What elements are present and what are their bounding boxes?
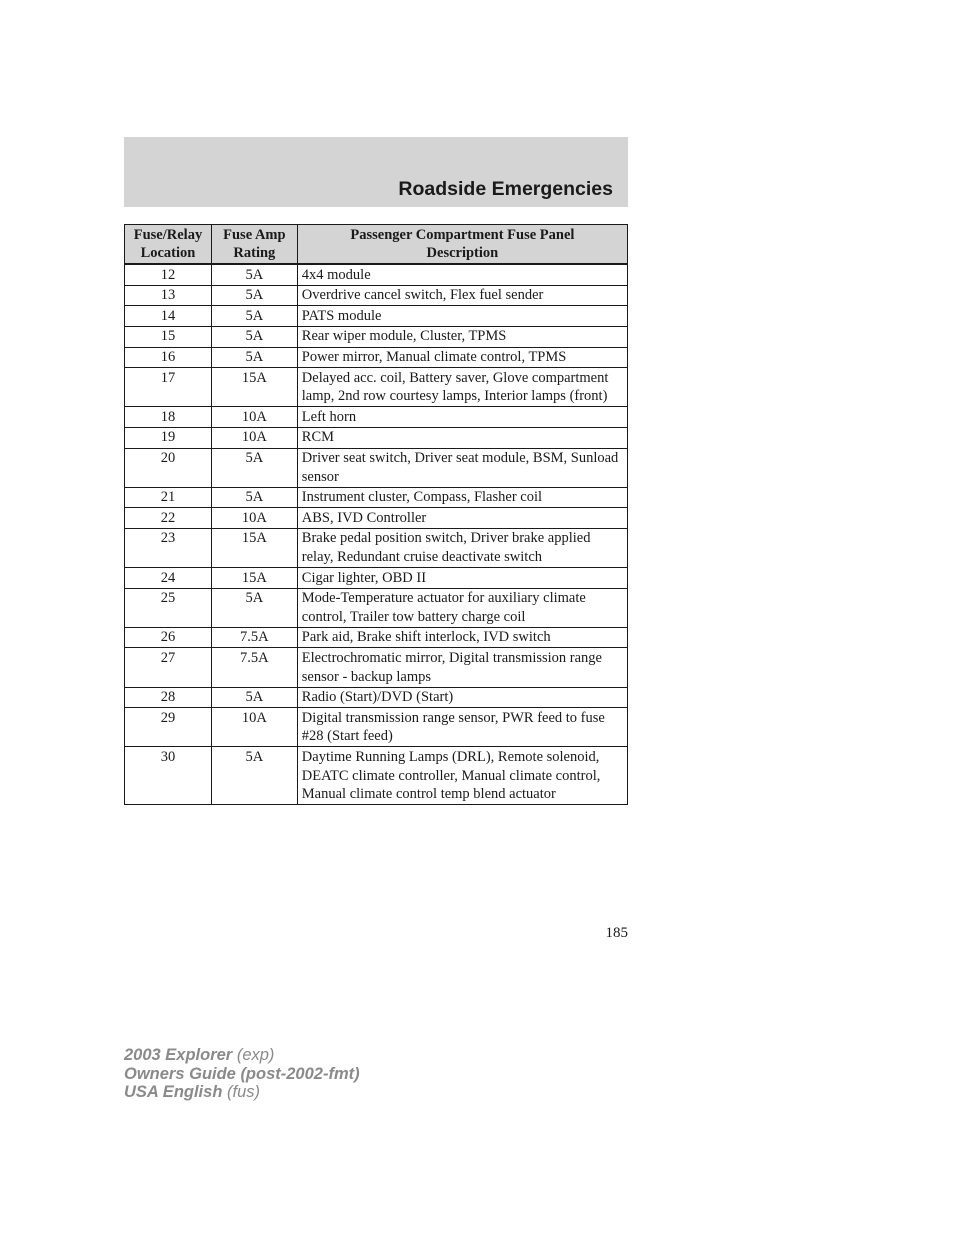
fuse-location-cell: 22 bbox=[125, 508, 212, 529]
column-header-rating-line1: Fuse Amp bbox=[223, 226, 286, 243]
fuse-location-cell: 29 bbox=[125, 708, 212, 747]
fuse-description-cell: Daytime Running Lamps (DRL), Remote solenoid, DEATC climate controller, Manual climate control, Manual climate control temp blend actuator bbox=[297, 747, 627, 805]
fuse-rating-cell: 5A bbox=[211, 588, 297, 627]
fuse-rating-cell: 10A bbox=[211, 407, 297, 428]
fuse-description-cell: RCM bbox=[297, 427, 627, 448]
page-number: 185 bbox=[605, 925, 628, 941]
column-header-description-line1: Passenger Compartment Fuse Panel bbox=[350, 226, 575, 243]
fuse-description-cell: Cigar lighter, OBD II bbox=[297, 568, 627, 589]
table-row bbox=[125, 568, 628, 589]
table-row bbox=[125, 347, 628, 368]
fuse-location-cell: 30 bbox=[125, 747, 212, 805]
table-row bbox=[125, 285, 628, 306]
fuse-rating-cell: 10A bbox=[211, 708, 297, 747]
footer-line-guide bbox=[124, 1065, 360, 1084]
fuse-description-cell: Power mirror, Manual climate control, TPMS bbox=[297, 347, 627, 368]
fuse-rating-cell: 5A bbox=[211, 326, 297, 347]
table-row bbox=[125, 687, 628, 708]
table-row bbox=[125, 306, 628, 327]
footer-model-name: 2003 Explorer bbox=[124, 1046, 233, 1064]
table-row bbox=[125, 427, 628, 448]
fuse-rating-cell: 15A bbox=[211, 368, 297, 407]
footer-language-code: (fus) bbox=[227, 1083, 260, 1101]
column-header-location-line2: Location bbox=[140, 245, 196, 262]
fuse-description-cell: Electrochromatic mirror, Digital transmission range sensor - backup lamps bbox=[297, 648, 627, 687]
fuse-description-cell: ABS, IVD Controller bbox=[297, 508, 627, 529]
fuse-rating-cell: 5A bbox=[211, 347, 297, 368]
fuse-rating-cell: 5A bbox=[211, 747, 297, 805]
section-title: Roadside Emergencies bbox=[398, 178, 613, 200]
table-row bbox=[125, 407, 628, 428]
fuse-description-cell: Left horn bbox=[297, 407, 627, 428]
table-row bbox=[125, 747, 628, 805]
table-row bbox=[125, 708, 628, 747]
fuse-location-cell: 19 bbox=[125, 427, 212, 448]
table-row bbox=[125, 588, 628, 627]
fuse-location-cell: 13 bbox=[125, 285, 212, 306]
fuse-location-cell: 21 bbox=[125, 487, 212, 508]
fuse-description-cell: Digital transmission range sensor, PWR feed to fuse #28 (Start feed) bbox=[297, 708, 627, 747]
table-row bbox=[125, 264, 628, 285]
fuse-description-cell: Park aid, Brake shift interlock, IVD switch bbox=[297, 627, 627, 648]
document-footer bbox=[124, 1046, 360, 1102]
fuse-description-cell: Radio (Start)/DVD (Start) bbox=[297, 687, 627, 708]
fuse-description-cell: Instrument cluster, Compass, Flasher coil bbox=[297, 487, 627, 508]
fuse-rating-cell: 5A bbox=[211, 285, 297, 306]
column-header-description-line2: Description bbox=[426, 245, 499, 262]
column-header-rating-line2: Rating bbox=[233, 245, 276, 262]
fuse-rating-cell: 5A bbox=[211, 264, 297, 285]
column-header-location bbox=[125, 225, 212, 265]
fuse-location-cell: 18 bbox=[125, 407, 212, 428]
fuse-rating-cell: 15A bbox=[211, 528, 297, 567]
fuse-rating-cell: 15A bbox=[211, 568, 297, 589]
section-header-band bbox=[124, 137, 628, 207]
table-row bbox=[125, 648, 628, 687]
table-row bbox=[125, 508, 628, 529]
fuse-rating-cell: 5A bbox=[211, 306, 297, 327]
fuse-location-cell: 28 bbox=[125, 687, 212, 708]
fuse-table-body bbox=[125, 264, 628, 805]
fuse-description-cell: Mode-Temperature actuator for auxiliary climate control, Trailer tow battery charge coil bbox=[297, 588, 627, 627]
fuse-table-header bbox=[125, 225, 628, 265]
fuse-description-cell: Overdrive cancel switch, Flex fuel sender bbox=[297, 285, 627, 306]
table-row bbox=[125, 448, 628, 487]
footer-model-code: (exp) bbox=[236, 1046, 275, 1064]
fuse-location-cell: 15 bbox=[125, 326, 212, 347]
fuse-description-cell: Rear wiper module, Cluster, TPMS bbox=[297, 326, 627, 347]
fuse-rating-cell: 10A bbox=[211, 427, 297, 448]
fuse-rating-cell: 5A bbox=[211, 448, 297, 487]
fuse-description-cell: Driver seat switch, Driver seat module, BSM, Sunload sensor bbox=[297, 448, 627, 487]
fuse-location-cell: 12 bbox=[125, 264, 212, 285]
footer-line-model bbox=[124, 1046, 360, 1065]
fuse-rating-cell: 7.5A bbox=[211, 648, 297, 687]
fuse-location-cell: 14 bbox=[125, 306, 212, 327]
fuse-location-cell: 23 bbox=[125, 528, 212, 567]
column-header-location-line1: Fuse/Relay bbox=[133, 226, 203, 243]
fuse-location-cell: 16 bbox=[125, 347, 212, 368]
table-row bbox=[125, 368, 628, 407]
header-row bbox=[125, 225, 628, 265]
fuse-rating-cell: 5A bbox=[211, 487, 297, 508]
fuse-description-cell: Delayed acc. coil, Battery saver, Glove compartment lamp, 2nd row courtesy lamps, Interior lamps (front) bbox=[297, 368, 627, 407]
fuse-description-cell: PATS module bbox=[297, 306, 627, 327]
footer-line-language bbox=[124, 1083, 360, 1102]
table-row bbox=[125, 627, 628, 648]
table-row bbox=[125, 487, 628, 508]
fuse-location-cell: 26 bbox=[125, 627, 212, 648]
fuse-rating-cell: 7.5A bbox=[211, 627, 297, 648]
footer-guide-name: Owners Guide (post-2002-fmt) bbox=[124, 1064, 360, 1083]
fuse-location-cell: 20 bbox=[125, 448, 212, 487]
fuse-rating-cell: 10A bbox=[211, 508, 297, 529]
fuse-location-cell: 17 bbox=[125, 368, 212, 407]
fuse-rating-cell: 5A bbox=[211, 687, 297, 708]
fuse-location-cell: 25 bbox=[125, 588, 212, 627]
column-header-rating bbox=[211, 225, 297, 265]
table-row bbox=[125, 528, 628, 567]
fuse-table bbox=[124, 224, 628, 805]
fuse-location-cell: 27 bbox=[125, 648, 212, 687]
fuse-location-cell: 24 bbox=[125, 568, 212, 589]
fuse-description-cell: 4x4 module bbox=[297, 264, 627, 285]
fuse-description-cell: Brake pedal position switch, Driver brake applied relay, Redundant cruise deactivate switch bbox=[297, 528, 627, 567]
table-row bbox=[125, 326, 628, 347]
column-header-description bbox=[297, 225, 627, 265]
footer-language-name: USA English bbox=[124, 1083, 223, 1101]
